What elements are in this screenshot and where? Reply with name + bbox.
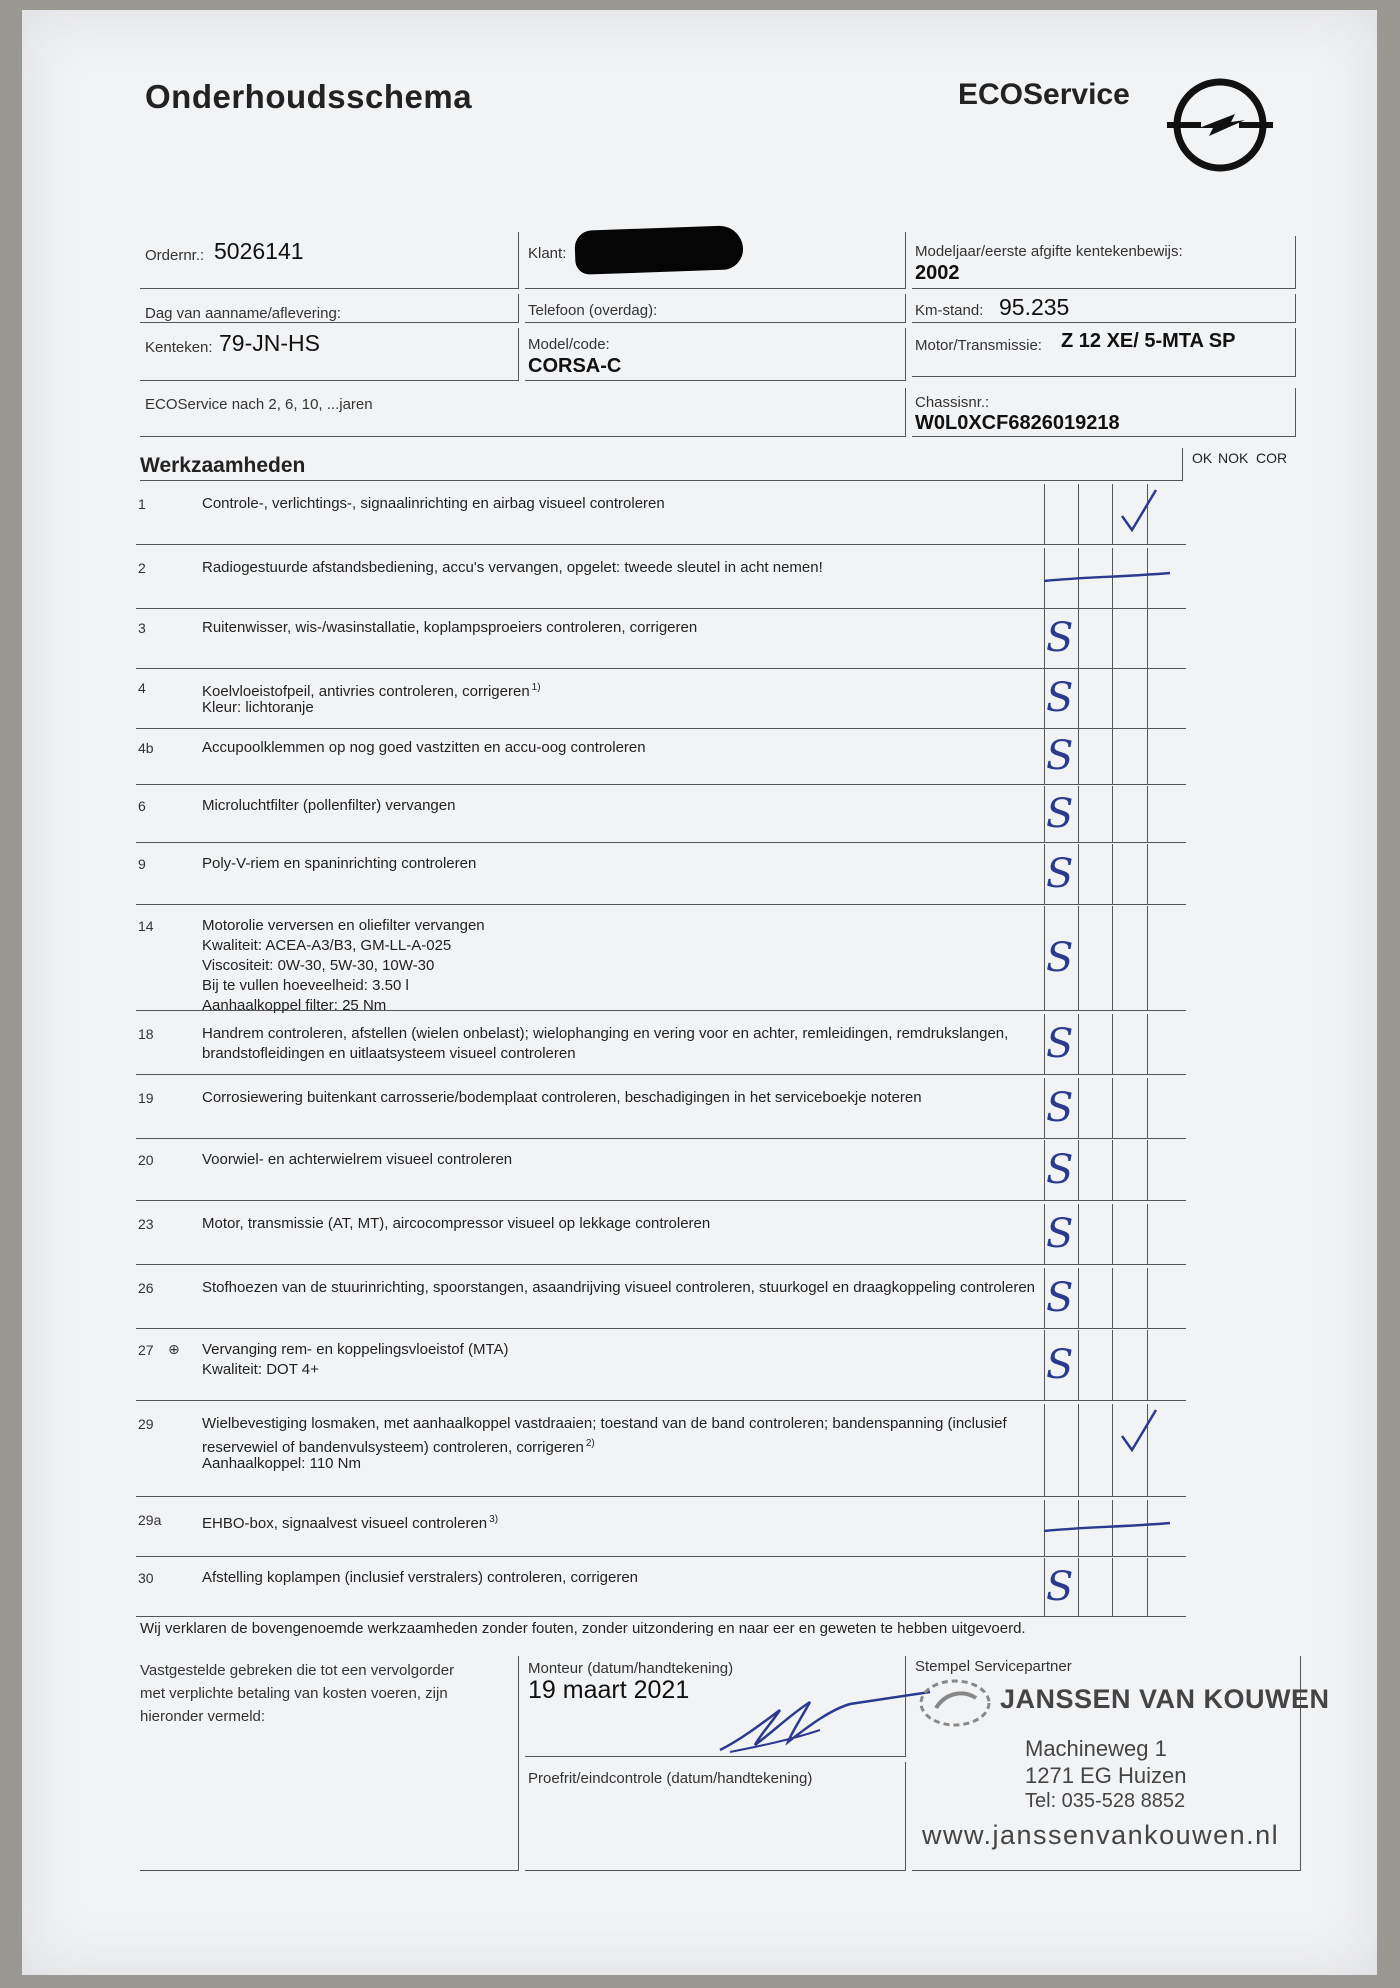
task-row [136,1404,1186,1497]
defects-line-3: hieronder vermeld: [140,1708,266,1725]
ok-handwritten-mark-icon: S [1046,1147,1074,1193]
nok-cell[interactable] [1078,906,1113,1010]
ok-handwritten-mark-icon: S [1046,615,1074,661]
task-row [136,484,1186,545]
task-number: 19 [138,1090,154,1106]
task-number: 23 [138,1216,154,1232]
task-row [136,1500,1186,1557]
monteur-label: Monteur (datum/handtekening) [528,1660,734,1677]
brand-title: ECOService [958,78,1130,111]
cor-cell[interactable] [1112,1558,1148,1616]
proefrit-label: Proefrit/eindcontrole (datum/handtekening) [528,1770,813,1787]
task-text-line: Corrosiewering buitenkant carrosserie/bodemplaat controleren, beschadigingen in het serviceboekje noteren [202,1089,922,1106]
task-number: 3 [138,620,146,636]
werkzaamheden-header [140,448,1183,481]
signature-icon [700,1680,940,1760]
ordernr-value: 5026141 [214,238,304,264]
ok-cell[interactable] [1044,1404,1079,1496]
section-title: Werkzaamheden [140,454,306,477]
task-number: 2 [138,560,146,576]
redacted-customer-name [574,225,743,275]
task-number: 27 [138,1342,154,1358]
task-number: 20 [138,1152,154,1168]
cor-cell[interactable] [1112,1078,1148,1138]
task-row [136,1014,1186,1075]
brake-fluid-symbol-icon: ⊕ [168,1341,180,1357]
task-text-line: Koelvloeistofpeil, antivries controleren, corrigeren $^{1)}$ [202,682,541,700]
task-text-line: Accupoolklemmen op nog goed vastzitten en accu-oog controleren [202,739,646,756]
ok-handwritten-mark-icon: S [1046,1021,1074,1067]
ok-handwritten-mark-icon: S [1046,1564,1074,1610]
stamp-logo-icon [918,1678,992,1728]
cor-cell[interactable] [1112,786,1148,842]
task-text-line: brandstofleidingen en uitlaatsysteem visueel controleren [202,1045,576,1062]
task-text-line: Kwaliteit: ACEA-A3/B3, GM-LL-A-025 [202,937,452,954]
cor-cell[interactable] [1112,728,1148,784]
task-row [136,906,1186,1014]
task-row [136,1330,1186,1401]
task-text-line: reservewiel of bandenvulsysteem) controleren, corrigeren $^{2)}$ [202,1438,595,1456]
task-row [136,668,1186,729]
kenteken-label: Kenteken: [145,339,213,356]
task-text-line: Voorwiel- en achterwielrem visueel controleren [202,1151,513,1168]
declaration: Wij verklaren de bovengenoemde werkzaamheden zonder fouten, zonder uitzondering en naar eer en geweten te hebben uitgevoerd. [140,1620,1026,1637]
nok-cell[interactable] [1078,668,1113,728]
task-text-line: Radiogestuurde afstandsbediening, accu's vervangen, opgelet: tweede sleutel in acht nemen! [202,559,823,576]
task-text-line: Aanhaalkoppel: 110 Nm [202,1455,361,1472]
cor-cell[interactable] [1112,844,1148,904]
chassis-value: W0L0XCF6826019218 [915,412,1120,434]
task-row [136,1140,1186,1201]
stempel-label: Stempel Servicepartner [915,1658,1072,1675]
stamp-company-name: JANSSEN VAN KOUWEN [1000,1684,1330,1714]
task-row [136,728,1186,785]
ok-handwritten-mark-icon: S [1046,935,1074,981]
cor-cell[interactable] [1112,1204,1148,1264]
cor-cell[interactable] [1112,1330,1148,1400]
task-number: 1 [138,496,146,512]
task-text-line: Vervanging rem- en koppelingsvloeistof (MTA) [202,1341,509,1358]
not-applicable-strike-icon [1042,563,1172,593]
not-applicable-strike-icon [1042,1513,1172,1543]
nok-cell[interactable] [1078,1404,1113,1496]
task-number: 18 [138,1026,154,1042]
cor-cell[interactable] [1112,668,1148,728]
task-number: 30 [138,1570,154,1586]
opel-lightning-logo-icon [1165,70,1275,180]
task-text-line: Aanhaalkoppel filter: 25 Nm [202,997,387,1014]
cor-cell[interactable] [1112,1268,1148,1328]
modeljaar-label: Modeljaar/eerste afgifte kentekenbewijs: [915,243,1183,260]
task-row [136,1558,1186,1617]
task-text-line: Kwaliteit: DOT 4+ [202,1361,319,1378]
nok-cell[interactable] [1078,1330,1113,1400]
stamp-city: 1271 EG Huizen [1025,1763,1187,1788]
cor-cell[interactable] [1112,1014,1148,1074]
dag-label: Dag van aanname/aflevering: [145,305,341,322]
ok-handwritten-mark-icon: S [1046,1275,1074,1321]
nok-cell[interactable] [1078,1078,1113,1138]
kmstand-label: Km-stand: [915,302,984,319]
cor-cell[interactable] [1112,608,1148,668]
nok-cell[interactable] [1078,1204,1113,1264]
task-row [136,1078,1186,1139]
task-text-line: Afstelling koplampen (inclusief verstralers) controleren, corrigeren [202,1569,639,1586]
klant-label: Klant: [528,245,567,262]
cor-cell[interactable] [1112,1140,1148,1200]
telefoon-label: Telefoon (overdag): [528,302,658,319]
ok-handwritten-mark-icon: S [1046,1085,1074,1131]
task-number: 14 [138,918,154,934]
cor-checkmark-icon [1116,486,1160,536]
ordernr-label: Ordernr.: [145,247,205,264]
defects-line-1: Vastgestelde gebreken die tot een vervolgorder [140,1662,455,1679]
task-number: 9 [138,856,146,872]
motor-value: Z 12 XE/ 5-MTA SP [1061,330,1236,352]
col-cor: COR [1256,450,1288,466]
task-number: 6 [138,798,146,814]
ok-handwritten-mark-icon: S [1046,675,1074,721]
nok-cell[interactable] [1078,1140,1113,1200]
ok-cell[interactable] [1044,484,1079,544]
nok-cell[interactable] [1078,484,1113,544]
task-row [136,786,1186,843]
nok-cell[interactable] [1078,786,1113,842]
stamp-street: Machineweg 1 [1025,1736,1167,1761]
modeljaar-value: 2002 [915,262,960,284]
task-row [136,608,1186,669]
page-title: Onderhoudsschema [145,78,473,115]
chassis-label: Chassisnr.: [915,394,990,411]
task-number: 29 [138,1416,154,1432]
task-text-line: Stofhoezen van de stuurinrichting, spoorstangen, asaandrijving visueel controleren, stuurkogel en draagkoppeling controleren [202,1279,1036,1296]
model-value: CORSA-C [528,355,622,377]
task-text-line: Microluchtfilter (pollenfilter) vervangen [202,797,456,814]
stamp-tel: Tel: 035-528 8852 [1025,1790,1186,1812]
task-text-line: Bij te vullen hoeveelheid: 3.50 l [202,977,409,994]
task-number: 4 [138,680,146,696]
cor-cell[interactable] [1112,906,1148,1010]
col-ok: OK [1192,450,1213,466]
stamp-url: www.janssenvankouwen.nl [922,1820,1280,1850]
task-text-line: Poly-V-riem en spaninrichting controleren [202,855,477,872]
ok-handwritten-mark-icon: S [1046,851,1074,897]
defects-line-2: met verplichte betaling van kosten voeren, zijn [140,1685,448,1702]
cor-checkmark-icon [1116,1406,1160,1456]
nok-cell[interactable] [1078,728,1113,784]
task-text-line: EHBO-box, signaalvest visueel controleren $^{3)}$ [202,1514,499,1532]
task-text-line: Kleur: lichtoranje [202,699,314,716]
task-row [136,548,1186,609]
nok-cell[interactable] [1078,1558,1113,1616]
kenteken-value: 79-JN-HS [219,330,320,356]
task-text-line: Motor, transmissie (AT, MT), aircocompressor visueel op lekkage controleren [202,1215,711,1232]
ok-handwritten-mark-icon: S [1046,791,1074,837]
task-text-line: Handrem controleren, afstellen (wielen onbelast); wielophanging en vering voor en achter, remleidingen, remdrukslangen, [202,1025,1009,1042]
nok-cell[interactable] [1078,1268,1113,1328]
task-text-line: Ruitenwisser, wis-/wasinstallatie, koplampsproeiers controleren, corrigeren [202,619,698,636]
nok-cell[interactable] [1078,844,1113,904]
monteur-date: 19 maart 2021 [528,1676,690,1704]
task-number: 4b [138,740,154,756]
ok-handwritten-mark-icon: S [1046,1211,1074,1257]
col-nok: NOK [1218,450,1249,466]
motor-label: Motor/Transmissie: [915,337,1042,354]
task-number: 29a [138,1512,162,1528]
task-text-line: Motorolie verversen en oliefilter vervangen [202,917,485,934]
task-row [136,1268,1186,1329]
model-label: Model/code: [528,336,610,353]
footnote-marker: 3) [489,1514,499,1525]
task-text-line: Controle-, verlichtings-, signaalinrichting en airbag visueel controleren [202,495,665,512]
nok-cell[interactable] [1078,608,1113,668]
task-text-line: Viscositeit: 0W-30, 5W-30, 10W-30 [202,957,435,974]
nok-cell[interactable] [1078,1014,1113,1074]
kmstand-value: 95.235 [999,294,1070,320]
ok-handwritten-mark-icon: S [1046,1342,1074,1388]
task-text-line: Wielbevestiging losmaken, met aanhaalkoppel vastdraaien; toestand van de band controleren; bandenspanning (inclusief [202,1415,1007,1432]
ecoservice-note: ECOService nach 2, 6, 10, ...jaren [145,396,373,413]
task-number: 26 [138,1280,154,1296]
task-row [136,844,1186,905]
ok-handwritten-mark-icon: S [1046,733,1074,779]
task-row [136,1204,1186,1265]
footnote-marker: 1) [531,682,541,693]
footnote-marker: 2) [585,1438,595,1449]
